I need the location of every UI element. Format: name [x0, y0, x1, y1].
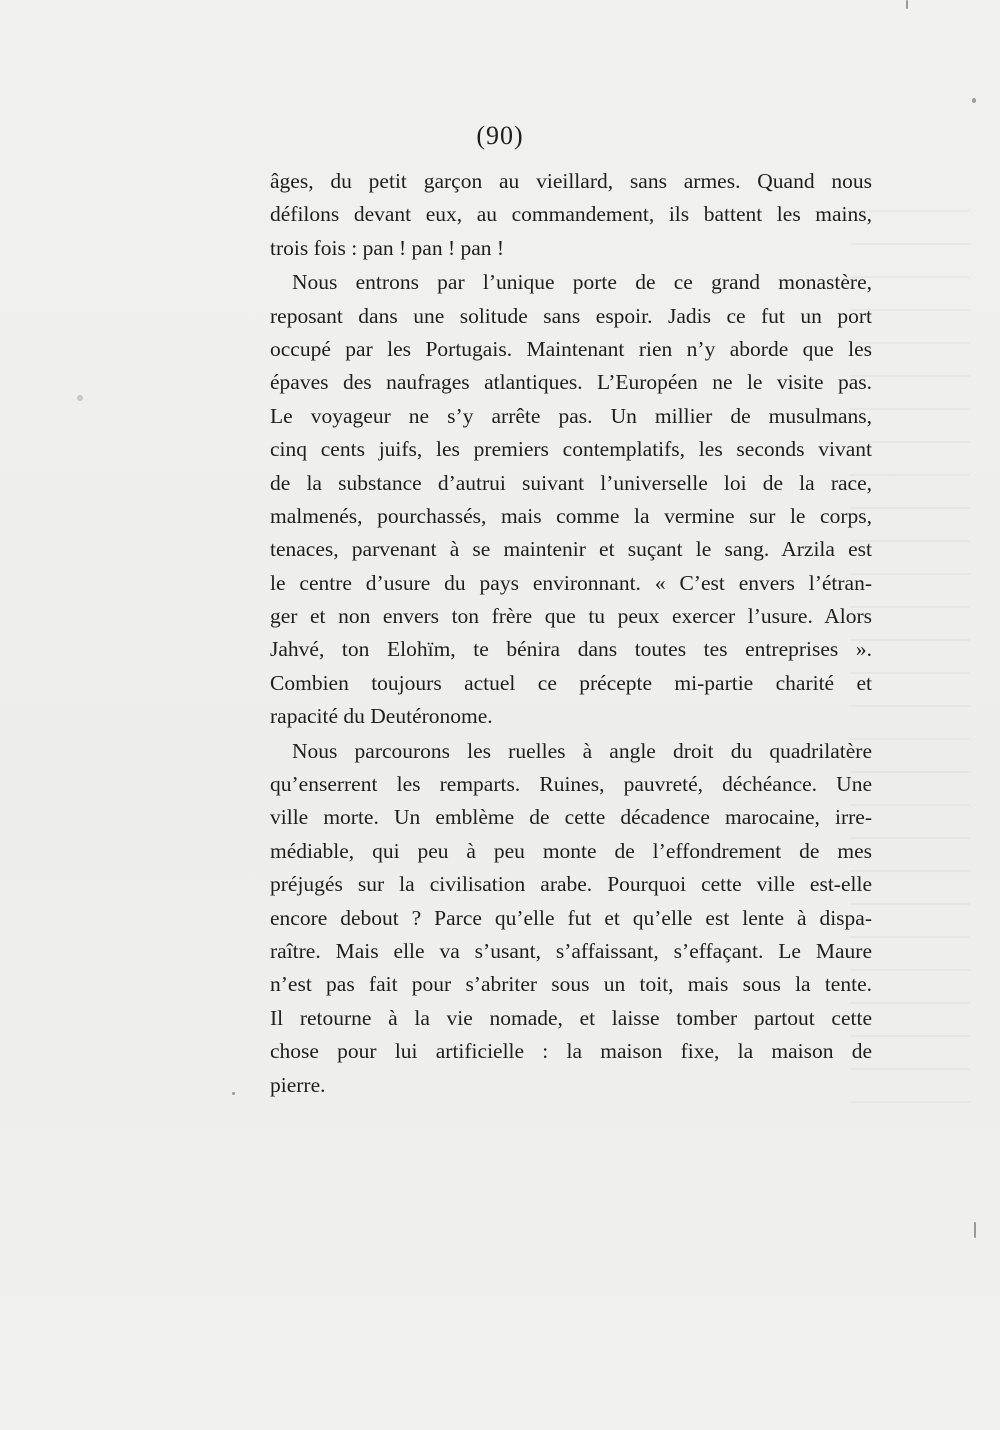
- text-line: Il retourne à la vie nomade, et laisse tomber partout cette: [270, 1005, 872, 1030]
- text-line: Combien toujours actuel ce précepte mi-partie charité et: [270, 670, 872, 695]
- text-line: occupé par les Portugais. Maintenant rien n’y aborde que les: [270, 336, 872, 361]
- text-line: ger et non envers ton frère que tu peux exercer l’usure. Alors: [270, 604, 872, 629]
- text-line: chose pour lui artificielle : la maison fixe, la maison de: [270, 1039, 872, 1064]
- text-line: reposant dans une solitude sans espoir. Jadis ce fut un port: [270, 303, 872, 328]
- text-line: de la substance d’autrui suivant l’universelle loi de la race,: [270, 470, 872, 495]
- text-line: encore debout ? Parce qu’elle fut et qu’elle est lente à dispa-: [270, 905, 872, 930]
- text-line: pierre.: [270, 1072, 326, 1097]
- text-line: tenaces, parvenant à se maintenir et suçant le sang. Arzila est: [270, 537, 872, 562]
- text-line: cinq cents juifs, les premiers contemplatifs, les seconds vivant: [270, 437, 872, 462]
- text-line: Le voyageur ne s’y arrête pas. Un millier de musulmans,: [270, 403, 872, 428]
- text-line: qu’enserrent les remparts. Ruines, pauvreté, déchéance. Une: [270, 772, 872, 797]
- text-line: âges, du petit garçon au vieillard, sans armes. Quand nous: [270, 169, 872, 193]
- page-number: (90): [476, 121, 524, 150]
- paragraph: [270, 266, 872, 733]
- text-line: défilons devant eux, au commandement, ils battent les mains,: [270, 202, 872, 227]
- text-line: médiable, qui peu à peu monte de l’effondrement de mes: [270, 838, 872, 863]
- text-line: Jahvé, ton Elohïm, te bénira dans toutes tes entreprises ».: [270, 637, 872, 662]
- paper-speck: [974, 1222, 976, 1238]
- paper-speck: [906, 0, 908, 9]
- text-line: préjugés sur la civilisation arabe. Pourquoi cette ville est-elle: [270, 872, 872, 897]
- text-line: n’est pas fait pour s’abriter sous un toit, mais sous la tente.: [270, 972, 872, 997]
- text-line: trois fois : pan ! pan ! pan !: [270, 235, 505, 260]
- paragraph: [270, 165, 872, 265]
- body-text: [270, 165, 872, 1102]
- text-line: raître. Mais elle va s’usant, s’affaissant, s’effaçant. Le Maure: [270, 938, 872, 963]
- paper-speck: [972, 98, 976, 103]
- paper-speck: [232, 1092, 235, 1095]
- text-line: rapacité du Deutéronome.: [270, 704, 493, 729]
- paragraph: [270, 735, 872, 1102]
- text-line: le centre d’usure du pays environnant. « C’est envers l’étran-: [270, 570, 872, 595]
- text-line: ville morte. Un emblème de cette décadence marocaine, irre-: [270, 805, 872, 830]
- text-line: malmenés, pourchassés, mais comme la vermine sur le corps,: [270, 503, 872, 528]
- text-line: Nous parcourons les ruelles à angle droit du quadrilatère: [292, 738, 872, 763]
- text-line: Nous entrons par l’unique porte de ce grand monastère,: [292, 270, 872, 295]
- text-line: épaves des naufrages atlantiques. L’Européen ne le visite pas.: [270, 370, 872, 395]
- paper-speck: [77, 395, 83, 401]
